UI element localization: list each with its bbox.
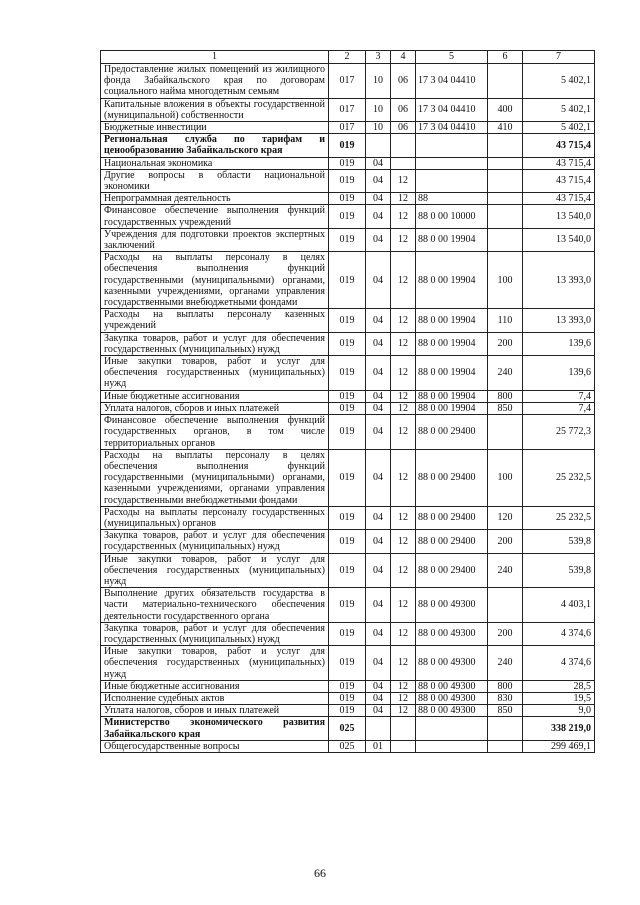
row-sum-cell: 7,4 xyxy=(523,402,595,414)
row-rz-cell: 04 xyxy=(366,415,391,450)
row-name-cell: Иные закупки товаров, работ и услуг для обеспечения государственных (муниципальных) нужд xyxy=(101,646,329,681)
row-sum-cell: 43 715,4 xyxy=(523,193,595,205)
row-name-cell: Предоставление жилых помещений из жилищного фонда Забайкальского края по договорам социального найма многодетным семьям xyxy=(101,64,329,99)
row-gr-cell: 019 xyxy=(329,402,366,414)
row-csr-cell: 88 0 00 49300 xyxy=(416,622,488,645)
row-sum-cell: 139,6 xyxy=(523,332,595,355)
budget-table xyxy=(100,50,595,753)
row-name-cell: Учреждения для подготовки проектов экспертных заключений xyxy=(101,228,329,251)
row-pr-cell: 12 xyxy=(391,506,416,529)
row-rz-cell: 04 xyxy=(366,169,391,192)
table-row xyxy=(101,705,595,717)
table-row xyxy=(101,717,595,740)
row-vr-cell: 200 xyxy=(488,530,523,553)
table-row xyxy=(101,356,595,391)
row-pr-cell: 12 xyxy=(391,228,416,251)
row-pr-cell: 12 xyxy=(391,390,416,402)
row-sum-cell: 338 219,0 xyxy=(523,717,595,740)
row-sum-cell: 13 393,0 xyxy=(523,309,595,332)
table-row xyxy=(101,506,595,529)
row-pr-cell: 12 xyxy=(391,680,416,692)
row-csr-cell: 88 0 00 19904 xyxy=(416,332,488,355)
table-row xyxy=(101,157,595,169)
row-rz-cell: 04 xyxy=(366,252,391,309)
col-header: 7 xyxy=(523,51,595,64)
row-gr-cell: 017 xyxy=(329,122,366,134)
row-csr-cell: 88 0 00 49300 xyxy=(416,680,488,692)
row-pr-cell: 06 xyxy=(391,98,416,121)
row-name-cell: Расходы на выплаты персоналу казенных учреждений xyxy=(101,309,329,332)
row-sum-cell: 4 374,6 xyxy=(523,622,595,645)
row-gr-cell: 025 xyxy=(329,717,366,740)
row-vr-cell xyxy=(488,134,523,157)
row-name-cell: Уплата налогов, сборов и иных платежей xyxy=(101,705,329,717)
row-csr-cell: 88 0 00 19904 xyxy=(416,228,488,251)
header-row xyxy=(101,51,595,64)
row-vr-cell: 100 xyxy=(488,449,523,506)
row-sum-cell: 299 469,1 xyxy=(523,740,595,752)
row-gr-cell: 017 xyxy=(329,64,366,99)
row-pr-cell xyxy=(391,740,416,752)
row-sum-cell: 139,6 xyxy=(523,356,595,391)
row-name-cell: Финансовое обеспечение выполнения функций государственных учреждений xyxy=(101,205,329,228)
row-csr-cell: 88 0 00 49300 xyxy=(416,646,488,681)
row-pr-cell: 12 xyxy=(391,169,416,192)
row-vr-cell: 240 xyxy=(488,646,523,681)
row-gr-cell: 019 xyxy=(329,193,366,205)
page-number: 66 xyxy=(314,866,326,880)
row-csr-cell: 88 xyxy=(416,193,488,205)
row-vr-cell: 200 xyxy=(488,332,523,355)
row-gr-cell: 019 xyxy=(329,415,366,450)
col-header: 3 xyxy=(366,51,391,64)
row-name-cell: Иные бюджетные ассигнования xyxy=(101,680,329,692)
row-gr-cell: 019 xyxy=(329,169,366,192)
table-row xyxy=(101,390,595,402)
row-sum-cell: 13 540,0 xyxy=(523,228,595,251)
row-gr-cell: 019 xyxy=(329,332,366,355)
row-csr-cell xyxy=(416,717,488,740)
row-name-cell: Министерство экономического развития Забайкальского края xyxy=(101,717,329,740)
row-rz-cell: 04 xyxy=(366,530,391,553)
row-rz-cell: 04 xyxy=(366,646,391,681)
row-sum-cell: 43 715,4 xyxy=(523,157,595,169)
row-vr-cell: 110 xyxy=(488,309,523,332)
row-gr-cell: 019 xyxy=(329,157,366,169)
row-rz-cell xyxy=(366,134,391,157)
row-vr-cell: 800 xyxy=(488,390,523,402)
row-csr-cell: 88 0 00 49300 xyxy=(416,705,488,717)
row-csr-cell xyxy=(416,134,488,157)
row-pr-cell xyxy=(391,157,416,169)
row-name-cell: Другие вопросы в области национальной экономики xyxy=(101,169,329,192)
row-pr-cell: 12 xyxy=(391,622,416,645)
row-pr-cell: 12 xyxy=(391,402,416,414)
row-vr-cell: 240 xyxy=(488,553,523,588)
row-pr-cell: 06 xyxy=(391,64,416,99)
row-name-cell: Общегосударственные вопросы xyxy=(101,740,329,752)
row-sum-cell: 4 374,6 xyxy=(523,646,595,681)
row-csr-cell: 88 0 00 19904 xyxy=(416,309,488,332)
row-gr-cell: 019 xyxy=(329,680,366,692)
row-rz-cell: 04 xyxy=(366,588,391,623)
row-csr-cell: 88 0 00 49300 xyxy=(416,692,488,704)
row-vr-cell xyxy=(488,169,523,192)
row-vr-cell xyxy=(488,64,523,99)
row-vr-cell: 850 xyxy=(488,402,523,414)
row-sum-cell: 5 402,1 xyxy=(523,64,595,99)
row-name-cell: Иные закупки товаров, работ и услуг для обеспечения государственных (муниципальных) нужд xyxy=(101,356,329,391)
row-rz-cell: 04 xyxy=(366,506,391,529)
table-row xyxy=(101,332,595,355)
table-row xyxy=(101,622,595,645)
row-rz-cell: 04 xyxy=(366,205,391,228)
row-name-cell: Иные бюджетные ассигнования xyxy=(101,390,329,402)
table-row xyxy=(101,415,595,450)
row-pr-cell: 12 xyxy=(391,553,416,588)
row-sum-cell: 9,0 xyxy=(523,705,595,717)
row-pr-cell: 12 xyxy=(391,205,416,228)
col-header: 2 xyxy=(329,51,366,64)
row-name-cell: Расходы на выплаты персоналу в целях обеспечения выполнения функций государственными (муниципальными) органами, казенными учреждениями, органами управления государственными внебюджетными фондами xyxy=(101,252,329,309)
table-row xyxy=(101,252,595,309)
row-vr-cell xyxy=(488,588,523,623)
row-name-cell: Национальная экономика xyxy=(101,157,329,169)
row-gr-cell: 019 xyxy=(329,205,366,228)
row-pr-cell: 12 xyxy=(391,309,416,332)
table-row xyxy=(101,228,595,251)
row-vr-cell: 200 xyxy=(488,622,523,645)
row-pr-cell: 12 xyxy=(391,530,416,553)
row-rz-cell: 01 xyxy=(366,740,391,752)
table-row xyxy=(101,169,595,192)
row-name-cell: Уплата налогов, сборов и иных платежей xyxy=(101,402,329,414)
row-sum-cell: 28,5 xyxy=(523,680,595,692)
row-sum-cell: 25 232,5 xyxy=(523,506,595,529)
row-name-cell: Закупка товаров, работ и услуг для обеспечения государственных (муниципальных) нужд xyxy=(101,530,329,553)
row-name-cell: Иные закупки товаров, работ и услуг для обеспечения государственных (муниципальных) нужд xyxy=(101,553,329,588)
row-vr-cell: 240 xyxy=(488,356,523,391)
row-pr-cell: 12 xyxy=(391,588,416,623)
table-row xyxy=(101,98,595,121)
table-row xyxy=(101,122,595,134)
row-gr-cell: 019 xyxy=(329,390,366,402)
row-rz-cell: 04 xyxy=(366,402,391,414)
table-row xyxy=(101,680,595,692)
col-header: 4 xyxy=(391,51,416,64)
row-csr-cell: 17 3 04 04410 xyxy=(416,98,488,121)
row-vr-cell xyxy=(488,740,523,752)
table-row xyxy=(101,588,595,623)
row-name-cell: Закупка товаров, работ и услуг для обеспечения государственных (муниципальных) нужд xyxy=(101,622,329,645)
row-vr-cell: 400 xyxy=(488,98,523,121)
row-rz-cell: 04 xyxy=(366,705,391,717)
row-rz-cell: 10 xyxy=(366,98,391,121)
row-csr-cell: 88 0 00 29400 xyxy=(416,415,488,450)
row-rz-cell: 04 xyxy=(366,356,391,391)
row-pr-cell: 12 xyxy=(391,646,416,681)
row-rz-cell: 04 xyxy=(366,332,391,355)
table-row xyxy=(101,740,595,752)
row-name-cell: Финансовое обеспечение выполнения функций государственных органов, в том числе территориальных органов xyxy=(101,415,329,450)
row-name-cell: Непрограммная деятельность xyxy=(101,193,329,205)
row-gr-cell: 025 xyxy=(329,740,366,752)
row-csr-cell xyxy=(416,157,488,169)
row-name-cell: Выполнение других обязательств государства в части материально-технического обеспечения деятельности государственного органа xyxy=(101,588,329,623)
col-header: 5 xyxy=(416,51,488,64)
row-rz-cell: 04 xyxy=(366,309,391,332)
row-vr-cell: 120 xyxy=(488,506,523,529)
row-csr-cell: 17 3 04 04410 xyxy=(416,122,488,134)
row-gr-cell: 019 xyxy=(329,588,366,623)
row-pr-cell: 12 xyxy=(391,252,416,309)
col-header: 6 xyxy=(488,51,523,64)
table-row xyxy=(101,553,595,588)
row-name-cell: Закупка товаров, работ и услуг для обеспечения государственных (муниципальных) нужд xyxy=(101,332,329,355)
row-rz-cell: 04 xyxy=(366,449,391,506)
row-csr-cell: 88 0 00 49300 xyxy=(416,588,488,623)
row-gr-cell: 019 xyxy=(329,449,366,506)
row-rz-cell: 04 xyxy=(366,622,391,645)
table-row xyxy=(101,134,595,157)
row-gr-cell: 019 xyxy=(329,309,366,332)
row-pr-cell xyxy=(391,717,416,740)
row-gr-cell: 019 xyxy=(329,692,366,704)
row-gr-cell: 019 xyxy=(329,252,366,309)
col-header: 1 xyxy=(101,51,329,64)
row-pr-cell: 12 xyxy=(391,356,416,391)
row-name-cell: Исполнение судебных актов xyxy=(101,692,329,704)
table-row xyxy=(101,64,595,99)
row-vr-cell: 850 xyxy=(488,705,523,717)
row-pr-cell: 12 xyxy=(391,193,416,205)
row-pr-cell: 12 xyxy=(391,705,416,717)
row-pr-cell: 06 xyxy=(391,122,416,134)
row-rz-cell: 10 xyxy=(366,122,391,134)
row-csr-cell: 17 3 04 04410 xyxy=(416,64,488,99)
row-csr-cell xyxy=(416,740,488,752)
row-rz-cell: 04 xyxy=(366,553,391,588)
row-gr-cell: 019 xyxy=(329,134,366,157)
row-vr-cell xyxy=(488,415,523,450)
row-rz-cell: 04 xyxy=(366,680,391,692)
row-vr-cell: 830 xyxy=(488,692,523,704)
row-gr-cell: 019 xyxy=(329,553,366,588)
row-csr-cell: 88 0 00 10000 xyxy=(416,205,488,228)
row-gr-cell: 019 xyxy=(329,622,366,645)
row-vr-cell: 800 xyxy=(488,680,523,692)
row-vr-cell xyxy=(488,157,523,169)
row-pr-cell: 12 xyxy=(391,449,416,506)
row-sum-cell: 25 772,3 xyxy=(523,415,595,450)
row-sum-cell: 13 540,0 xyxy=(523,205,595,228)
row-csr-cell: 88 0 00 29400 xyxy=(416,449,488,506)
row-vr-cell xyxy=(488,193,523,205)
row-sum-cell: 539,8 xyxy=(523,553,595,588)
row-gr-cell: 017 xyxy=(329,98,366,121)
table-row xyxy=(101,646,595,681)
row-csr-cell: 88 0 00 29400 xyxy=(416,553,488,588)
row-pr-cell: 12 xyxy=(391,415,416,450)
row-rz-cell: 04 xyxy=(366,390,391,402)
row-gr-cell: 019 xyxy=(329,705,366,717)
row-gr-cell: 019 xyxy=(329,506,366,529)
row-sum-cell: 4 403,1 xyxy=(523,588,595,623)
row-sum-cell: 539,8 xyxy=(523,530,595,553)
table-row xyxy=(101,530,595,553)
row-gr-cell: 019 xyxy=(329,228,366,251)
table-row xyxy=(101,402,595,414)
row-gr-cell: 019 xyxy=(329,530,366,553)
row-rz-cell: 04 xyxy=(366,692,391,704)
row-vr-cell: 100 xyxy=(488,252,523,309)
row-csr-cell: 88 0 00 19904 xyxy=(416,356,488,391)
row-name-cell: Расходы на выплаты персоналу в целях обеспечения выполнения функций государственными (муниципальными) органами, казенными учреждениями, органами управления государственными внебюджетными фондами xyxy=(101,449,329,506)
row-name-cell: Расходы на выплаты персоналу государственных (муниципальных) органов xyxy=(101,506,329,529)
budget-table-page xyxy=(100,50,594,753)
row-sum-cell: 5 402,1 xyxy=(523,98,595,121)
row-sum-cell: 25 232,5 xyxy=(523,449,595,506)
row-vr-cell xyxy=(488,228,523,251)
row-sum-cell: 5 402,1 xyxy=(523,122,595,134)
row-vr-cell xyxy=(488,205,523,228)
row-sum-cell: 43 715,4 xyxy=(523,134,595,157)
row-vr-cell xyxy=(488,717,523,740)
row-pr-cell: 12 xyxy=(391,332,416,355)
table-row xyxy=(101,692,595,704)
row-sum-cell: 7,4 xyxy=(523,390,595,402)
row-csr-cell: 88 0 00 29400 xyxy=(416,530,488,553)
row-rz-cell: 04 xyxy=(366,157,391,169)
row-name-cell: Региональная служба по тарифам и ценообразованию Забайкальского края xyxy=(101,134,329,157)
row-csr-cell: 88 0 00 19904 xyxy=(416,252,488,309)
row-gr-cell: 019 xyxy=(329,646,366,681)
row-name-cell: Капитальные вложения в объекты государственной (муниципальной) собственности xyxy=(101,98,329,121)
row-sum-cell: 19,5 xyxy=(523,692,595,704)
row-sum-cell: 43 715,4 xyxy=(523,169,595,192)
row-vr-cell: 410 xyxy=(488,122,523,134)
table-row xyxy=(101,205,595,228)
table-row xyxy=(101,193,595,205)
row-rz-cell xyxy=(366,717,391,740)
row-csr-cell: 88 0 00 19904 xyxy=(416,390,488,402)
row-rz-cell: 04 xyxy=(366,193,391,205)
table-row xyxy=(101,309,595,332)
row-csr-cell: 88 0 00 29400 xyxy=(416,506,488,529)
row-name-cell: Бюджетные инвестиции xyxy=(101,122,329,134)
row-rz-cell: 10 xyxy=(366,64,391,99)
row-pr-cell xyxy=(391,134,416,157)
row-csr-cell xyxy=(416,169,488,192)
row-pr-cell: 12 xyxy=(391,692,416,704)
row-gr-cell: 019 xyxy=(329,356,366,391)
row-csr-cell: 88 0 00 19904 xyxy=(416,402,488,414)
table-row xyxy=(101,449,595,506)
row-sum-cell: 13 393,0 xyxy=(523,252,595,309)
row-rz-cell: 04 xyxy=(366,228,391,251)
